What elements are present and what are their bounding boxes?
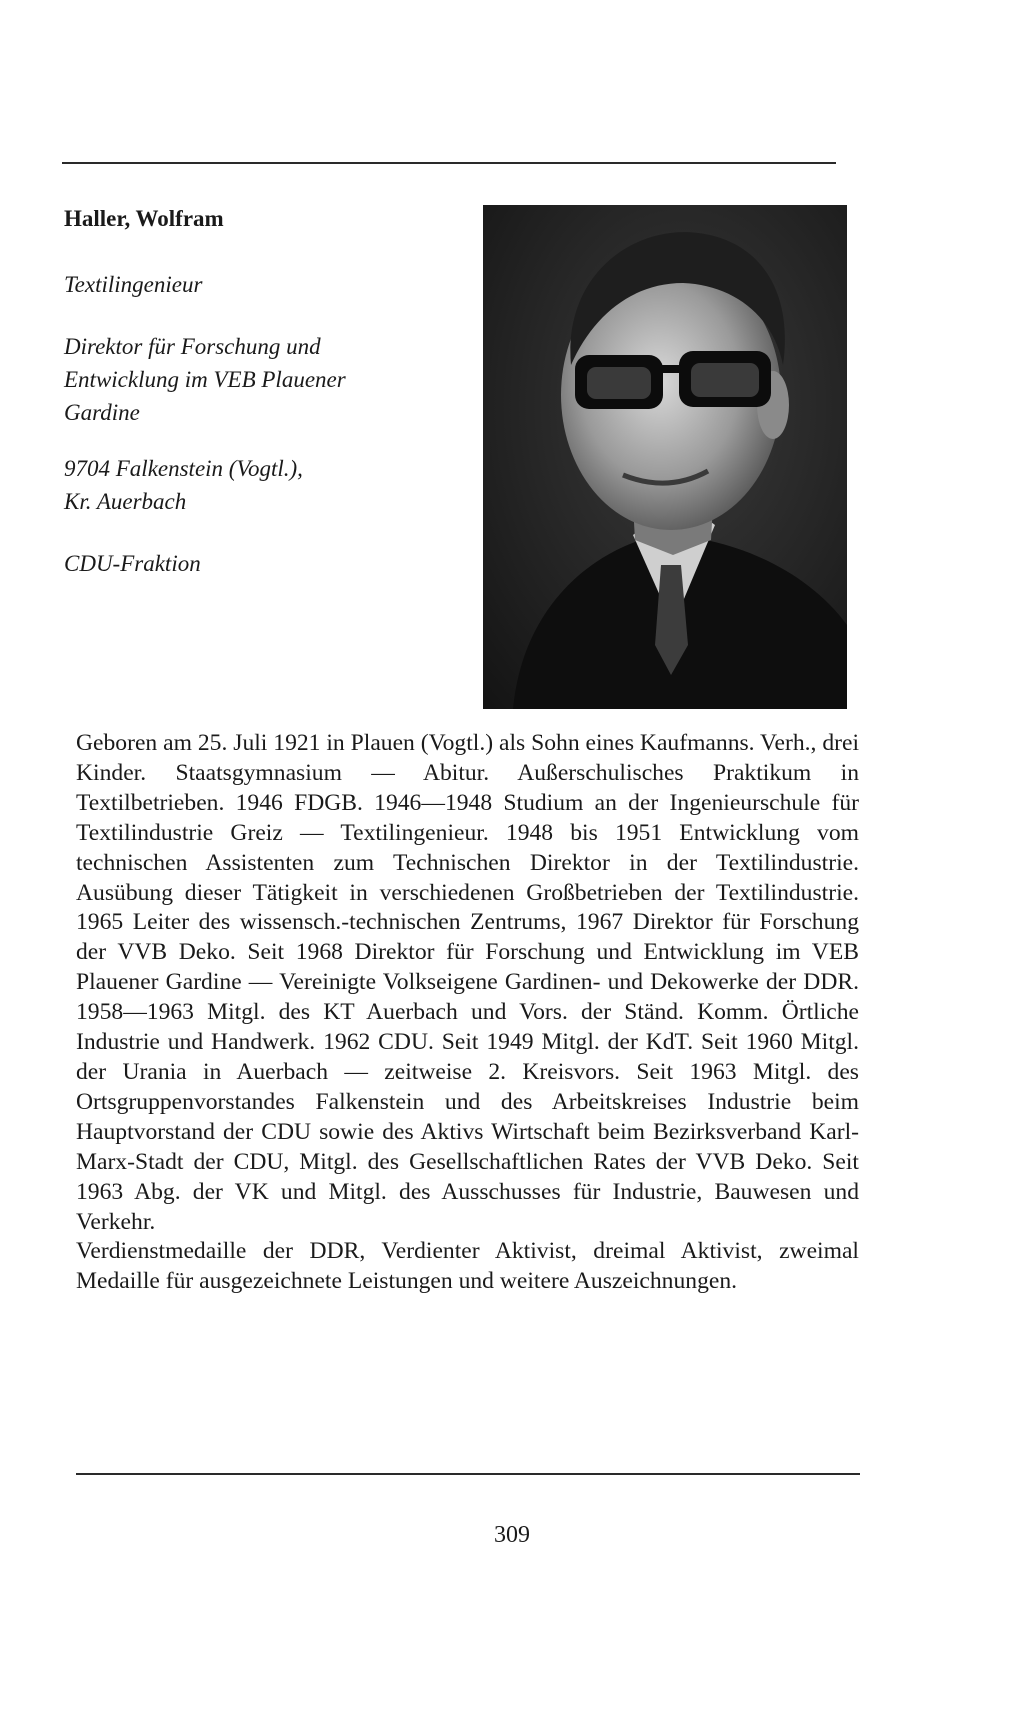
job-position-line: Entwicklung im VEB Plauener [64,367,346,392]
biography-text: Geboren am 25. Juli 1921 in Plauen (Vogtl.) als Sohn eines Kaufmanns. Verh., drei Kinder. Staatsgymnasium — Abitur. Außerschulisches Praktikum in Textilbetrieben. 1946 FDGB. 1946—1948 Studium an der Ingenieurschule für Textilindustrie Greiz — Textilingenieur. 1948 bis 1951 Entwicklung vom technischen Assistenten zum Technischen Direktor in der Textilindustrie. Ausübung dieser Tätigkeit in verschiedenen Großbetrieben der Textilindustrie. 1965 Leiter des wissensch.-technischen Zentrums, 1967 Direktor für Forschung der VVB Deko. Seit 1968 Direktor für Forschung und Entwicklung im VEB Plauener Gardine — Vereinigte Volkseigene Gardinen- und Dekowerke der DDR. 1958—1963 Mitgl. des KT Auerbach und Vors. der Ständ. Komm. Örtliche Industrie und Handwerk. 1962 CDU. Seit 1949 Mitgl. der KdT. Seit 1960 Mitgl. der Urania in Auerbach — zeitweise 2. Kreisvors. Seit 1963 Mitgl. des Ortsgruppenvorstandes Falkenstein und des Arbeitskreises Industrie beim Hauptvorstand der CDU sowie des Aktivs Wirtschaft beim Bezirksverband Karl-Marx-Stadt der CDU, Mitgl. des Gesellschaftlichen Rates der VVB Deko. Seit 1963 Abg. der VK und Mitgl. des Ausschusses für Industrie, Bauwesen und Verkehr. [76,730,859,1235]
profession: Textilingenieur [64,272,203,297]
biography [76,729,859,1297]
job-position-line: Direktor für Forschung und [64,334,321,359]
job-position [64,330,346,429]
address-line: Kr. Auerbach [64,489,187,514]
portrait-photo [483,205,847,709]
person-name: Haller, Wolfram [64,206,224,231]
bottom-rule [76,1473,860,1475]
page-number: 309 [494,1522,530,1548]
parliamentary-faction: CDU-Fraktion [64,551,201,576]
address [64,452,303,518]
awards-text: Verdienstmedaille der DDR, Verdienter Aktivist, dreimal Aktivist, zweimal Medaille für ausgezeichnete Leistungen und weitere Auszeichnungen. [76,1238,859,1295]
top-rule [62,162,836,164]
address-line: 9704 Falkenstein (Vogtl.), [64,456,303,481]
job-position-line: Gardine [64,400,140,425]
